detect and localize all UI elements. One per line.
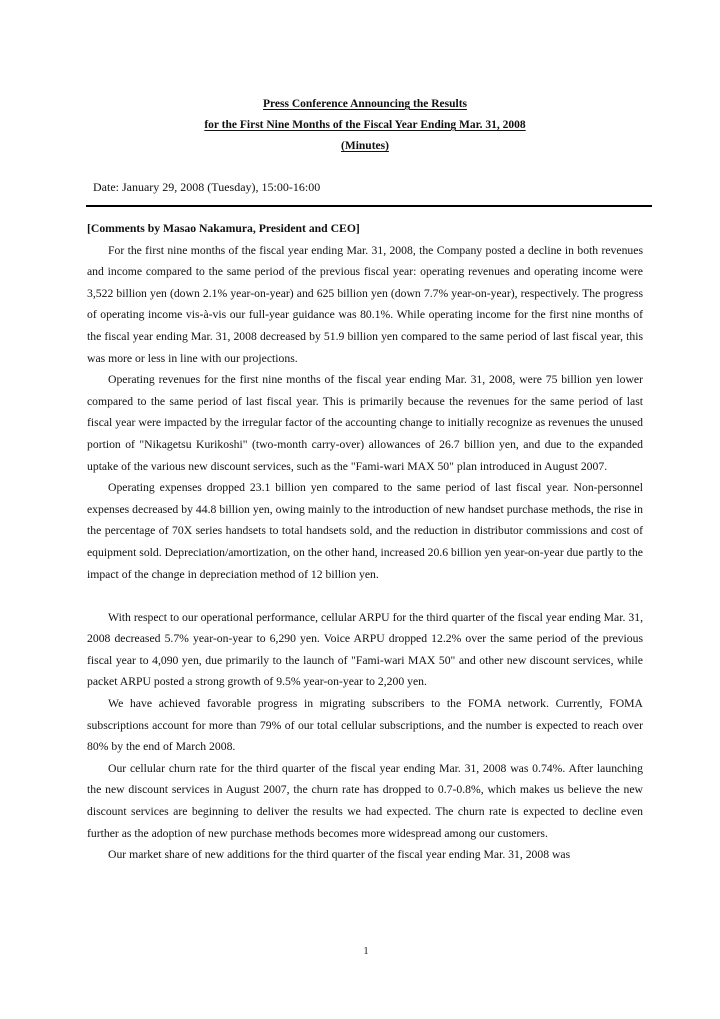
paragraph-2: Operating revenues for the first nine months of the fiscal year ending Mar. 31, 2008, were 75 billion yen lower compared to the same period of last fiscal year. This is primarily because the revenues for the same period of last fiscal year were impacted by the irregular factor of the accounting change to initially recognize as revenues the unused portion of "Nikagetsu Kurikoshi" (two-month carry-over) allowances of 26.7 billion yen, and due to the expanded uptake of the various new discount services, such as the "Fami-wari MAX 50" plan introduced in August 2007.	[87, 373, 643, 473]
paragraph-5: We have achieved favorable progress in migrating subscribers to the FOMA network. Currently, FOMA subscriptions account for more than 79% of our total cellular subscriptions, and the number is expected to reach over 80% by the end of March 2008.	[87, 697, 643, 754]
document-title	[0, 94, 720, 157]
page-number: 1	[363, 946, 369, 957]
document-body	[87, 218, 643, 866]
paragraph-4: With respect to our operational performance, cellular ARPU for the third quarter of the fiscal year ending Mar. 31, 2008 decreased 5.7% year-on-year to 6,290 yen. Voice ARPU dropped 12.2% over the same period of the previous fiscal year to 4,090 yen, due primarily to the launch of "Fami-wari MAX 50" and other new discount services, while packet ARPU posted a strong growth of 9.5% year-on-year to 2,200 yen.	[87, 610, 643, 689]
section-heading: [Comments by Masao Nakamura, President and CEO]	[87, 222, 360, 235]
paragraph-1: For the first nine months of the fiscal year ending Mar. 31, 2008, the Company posted a decline in both revenues and income compared to the same period of the previous fiscal year: operating revenues and operating income were 3,522 billion yen (down 2.1% year-on-year) and 625 billion yen (down 7.7% year-on-year), respectively. The progress of operating income vis-à-vis our full-year guidance was 80.1%. While operating income for the first nine months of the fiscal year ending Mar. 31, 2008 decreased by 51.9 billion yen compared to the same period of last fiscal year, this was more or less in line with our projections.	[87, 243, 643, 365]
paragraph-7: Our market share of new additions for the third quarter of the fiscal year ending Mar. 31, 2008 was	[108, 848, 571, 862]
title-line-2: for the First Nine Months of the Fiscal Year Ending Mar. 31, 2008	[204, 119, 526, 131]
title-line-1: Press Conference Announcing the Results	[262, 98, 468, 110]
title-line-3: (Minutes)	[341, 140, 389, 152]
conference-date: Date: January 29, 2008 (Tuesday), 15:00-16:00	[93, 180, 321, 194]
horizontal-rule	[86, 205, 652, 207]
paragraph-6: Our cellular churn rate for the third quarter of the fiscal year ending Mar. 31, 2008 was 0.74%. After launching the new discount services in August 2007, the churn rate has dropped to 0.7-0.8%, which makes us believe the new discount services are beginning to deliver the results we had expected. The churn rate is expected to decline even further as the adoption of new purchase methods becomes more widespread among our customers.	[87, 761, 643, 840]
paragraph-3: Operating expenses dropped 23.1 billion yen compared to the same period of last fiscal year. Non-personnel expenses decreased by 44.8 billion yen, owing mainly to the introduction of new handset purchase methods, the rise in the percentage of 70X series handsets to total handsets sold, and the reduction in distributor commissions and cost of equipment sold. Depreciation/amortization, on the other hand, increased 20.6 billion yen year-on-year due partly to the impact of the change in depreciation method of 12 billion yen.	[87, 481, 643, 581]
